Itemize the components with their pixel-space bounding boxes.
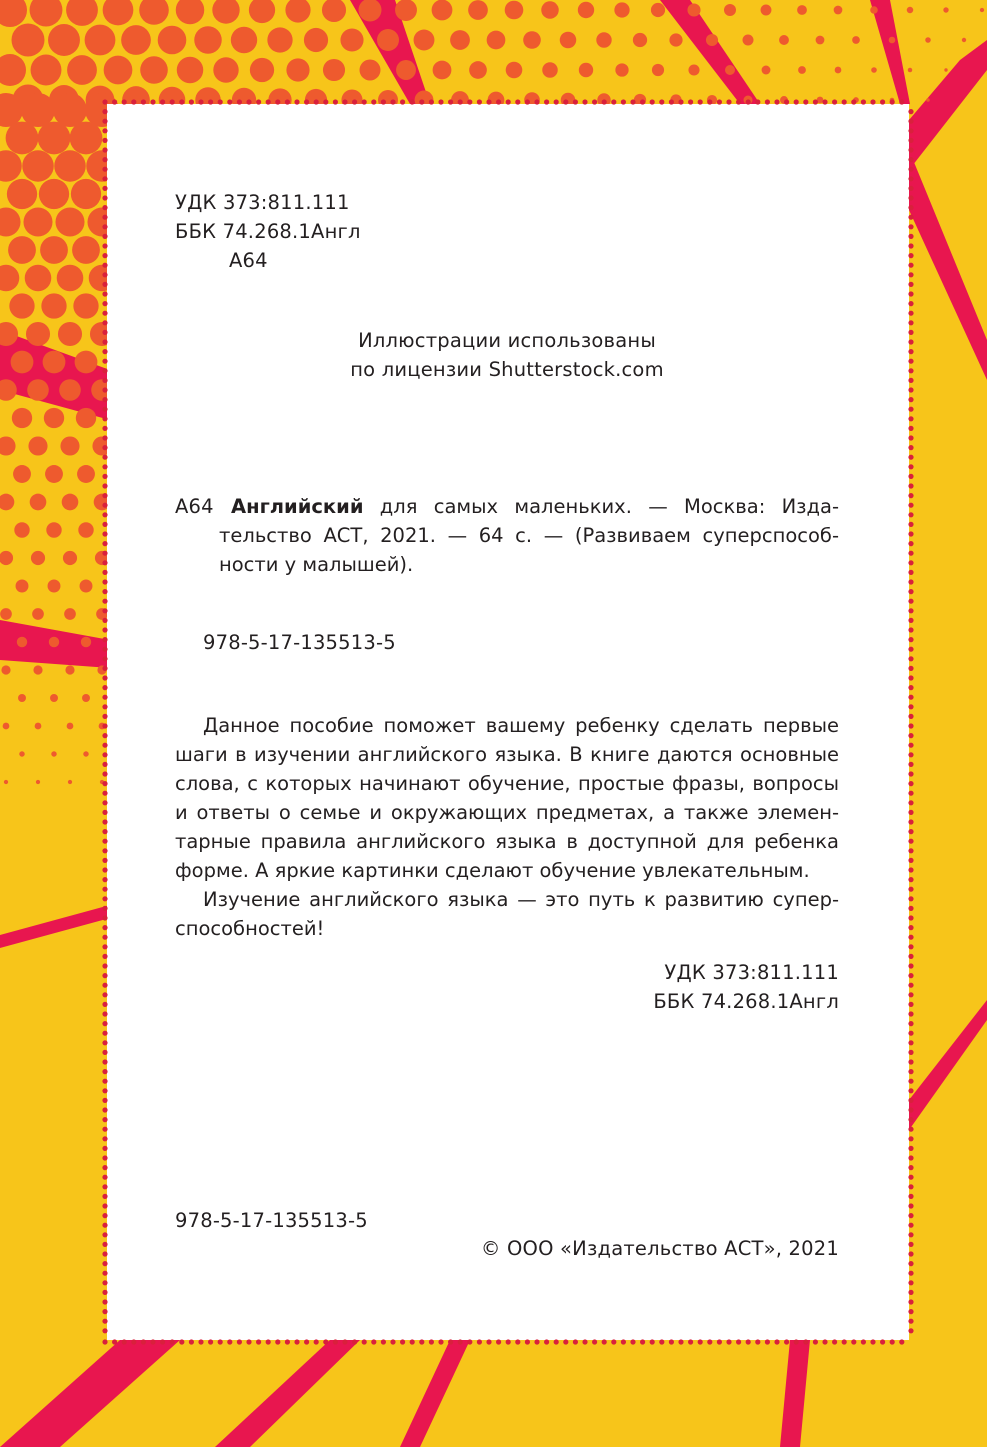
isbn-bottom: 978-5-17-135513-5 xyxy=(175,1209,368,1232)
bibliography-line-3: ности у малышей). xyxy=(219,553,414,576)
bibliography-line-1: Английский для самых маленьких. — Москва: Изда- xyxy=(231,495,839,518)
annotation-line: шаги в изучении английского языка. В книге даются основные xyxy=(175,743,839,766)
copyright: © ООО «Издательство АСТ», 2021 xyxy=(480,1237,839,1260)
annotation-line: слова, с которых начинают обучение, простые фразы, вопросы xyxy=(175,772,839,795)
bibliography-line-2: тельство АСТ, 2021. — 64 с. — (Развиваем суперспособ- xyxy=(219,524,839,547)
annotation-line: тарные правила английского языка в доступной для ребенка xyxy=(175,830,839,853)
udk-code: УДК 373:811.111 xyxy=(175,191,350,214)
annotation-line: форме. А яркие картинки сделают обучение увлекательным. xyxy=(175,859,810,882)
annotation-line: Изучение английского языка — это путь к развитию супер- xyxy=(203,888,839,911)
bbk-code: ББК 74.268.1Англ xyxy=(175,220,361,243)
author-mark: А64 xyxy=(229,249,268,272)
bibliography-mark: А64 xyxy=(175,495,214,518)
imprint-card xyxy=(107,104,909,1340)
book-title: Английский xyxy=(231,495,364,518)
annotation-line: способностей! xyxy=(175,917,325,940)
illustrations-line-1: Иллюстрации использованы xyxy=(358,329,656,352)
isbn-top: 978-5-17-135513-5 xyxy=(203,631,396,654)
illustrations-line-2: по лицензии Shutterstock.com xyxy=(350,358,664,381)
annotation-line: Данное пособие поможет вашему ребенку сделать первые xyxy=(203,714,839,737)
udk-code-bottom: УДК 373:811.111 xyxy=(664,961,839,984)
bibliography-entry xyxy=(219,492,839,579)
bbk-code-bottom: ББК 74.268.1Англ xyxy=(653,990,839,1013)
annotation xyxy=(175,711,839,943)
annotation-line: и ответы о семье и окружающих предметах, а также элемен- xyxy=(175,801,839,824)
